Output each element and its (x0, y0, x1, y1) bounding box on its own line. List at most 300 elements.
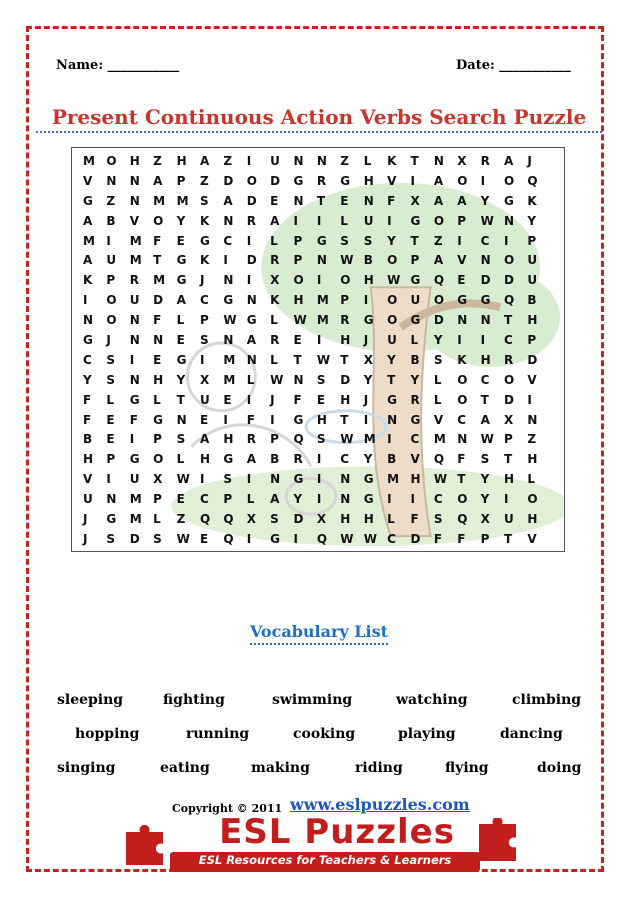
grid-letter[interactable]: R (270, 332, 280, 347)
grid-letter[interactable]: P (480, 531, 490, 546)
grid-letter[interactable]: H (504, 472, 515, 487)
grid-letter[interactable]: T (293, 352, 302, 367)
grid-letter[interactable]: O (293, 273, 304, 288)
grid-letter[interactable]: I (129, 432, 135, 447)
grid-letter[interactable]: O (504, 372, 515, 387)
grid-letter[interactable]: F (457, 452, 466, 467)
grid-letter[interactable]: G (223, 452, 234, 467)
grid-letter[interactable]: Z (176, 511, 186, 526)
grid-letter[interactable]: Y (387, 352, 396, 367)
grid-letter[interactable]: A (480, 412, 490, 427)
grid-letter[interactable]: G (363, 492, 374, 507)
grid-letter[interactable]: H (83, 452, 94, 467)
grid-letter[interactable]: X (410, 193, 420, 208)
grid-letter[interactable]: I (129, 352, 135, 367)
grid-letter[interactable]: B (410, 352, 420, 367)
grid-letter[interactable]: G (153, 412, 164, 427)
grid-letter[interactable]: Q (457, 511, 468, 526)
grid-letter[interactable]: I (106, 233, 111, 248)
grid-letter[interactable]: O (106, 153, 117, 168)
grid-letter[interactable]: P (176, 173, 186, 188)
grid-letter[interactable]: B (83, 432, 93, 447)
grid-letter[interactable]: Q (433, 452, 445, 467)
grid-letter[interactable]: I (293, 213, 298, 228)
grid-letter[interactable]: D (293, 511, 304, 526)
grid-letter[interactable]: D (527, 352, 538, 367)
grid-letter[interactable]: I (480, 173, 486, 188)
grid-letter[interactable]: H (340, 332, 351, 347)
grid-letter[interactable]: V (527, 531, 537, 546)
grid-letter[interactable]: A (153, 173, 163, 188)
grid-letter[interactable]: H (363, 173, 374, 188)
grid-letter[interactable]: E (223, 392, 232, 407)
grid-letter[interactable]: J (270, 392, 275, 407)
grid-letter[interactable]: I (106, 472, 111, 487)
grid-letter[interactable]: X (246, 511, 256, 526)
grid-letter[interactable]: N (176, 412, 187, 427)
grid-letter[interactable]: N (316, 153, 327, 168)
grid-letter[interactable]: Y (387, 233, 396, 248)
grid-letter[interactable]: G (129, 452, 140, 467)
grid-letter[interactable]: V (83, 472, 93, 487)
grid-letter[interactable]: C (410, 432, 420, 447)
grid-letter[interactable]: C (433, 492, 443, 507)
grid-letter[interactable]: D (480, 273, 491, 288)
grid-letter[interactable]: L (340, 213, 348, 228)
grid-letter[interactable]: D (246, 253, 257, 268)
grid-letter[interactable]: S (316, 372, 326, 387)
grid-letter[interactable]: G (246, 313, 257, 328)
grid-letter[interactable]: T (504, 313, 513, 328)
grid-letter[interactable]: A (83, 253, 93, 268)
grid-letter[interactable]: N (223, 273, 234, 288)
grid-letter[interactable]: N (340, 492, 351, 507)
grid-letter[interactable]: C (223, 233, 233, 248)
grid-letter[interactable]: W (176, 531, 190, 546)
grid-letter[interactable]: P (504, 432, 513, 447)
grid-letter[interactable]: R (504, 352, 514, 367)
grid-letter[interactable]: M (316, 313, 329, 328)
grid-letter[interactable]: W (270, 372, 284, 387)
grid-letter[interactable]: R (293, 452, 303, 467)
grid-letter[interactable]: G (83, 193, 93, 208)
grid-letter[interactable]: N (106, 173, 117, 188)
grid-letter[interactable]: H (527, 313, 538, 328)
grid-letter[interactable]: A (457, 193, 467, 208)
grid-letter[interactable]: R (480, 153, 490, 168)
grid-letter[interactable]: N (153, 332, 164, 347)
grid-letter[interactable]: K (457, 352, 467, 367)
grid-letter[interactable]: O (387, 313, 398, 328)
grid-letter[interactable]: N (129, 313, 140, 328)
grid-letter[interactable]: O (433, 293, 445, 308)
grid-letter[interactable]: Q (199, 511, 211, 526)
grid-letter[interactable]: H (153, 372, 164, 387)
grid-letter[interactable]: Y (433, 332, 443, 347)
grid-letter[interactable]: Z (223, 153, 233, 168)
grid-letter[interactable]: D (223, 173, 234, 188)
grid-letter[interactable]: A (199, 432, 210, 447)
grid-letter[interactable]: R (246, 213, 256, 228)
grid-letter[interactable]: U (106, 253, 117, 268)
grid-letter[interactable]: N (457, 432, 468, 447)
grid-letter[interactable]: L (387, 511, 395, 526)
grid-letter[interactable]: P (199, 313, 209, 328)
grid-letter[interactable]: K (387, 153, 397, 168)
grid-letter[interactable]: W (480, 432, 494, 447)
grid-letter[interactable]: D (340, 372, 351, 387)
grid-letter[interactable]: J (106, 332, 111, 347)
grid-letter[interactable]: U (83, 492, 93, 507)
grid-letter[interactable]: M (153, 273, 166, 288)
grid-letter[interactable]: Q (223, 511, 234, 526)
grid-letter[interactable]: O (387, 253, 398, 268)
grid-letter[interactable]: A (83, 213, 93, 228)
grid-letter[interactable]: B (270, 452, 280, 467)
grid-letter[interactable]: H (363, 273, 374, 288)
grid-letter[interactable]: I (457, 233, 462, 248)
grid-letter[interactable]: K (83, 273, 93, 288)
grid-letter[interactable]: Z (199, 173, 209, 188)
grid-letter[interactable]: R (270, 253, 280, 268)
grid-letter[interactable]: I (363, 293, 369, 308)
grid-letter[interactable]: I (246, 273, 252, 288)
grid-letter[interactable]: D (270, 173, 281, 188)
grid-letter[interactable]: S (480, 452, 490, 467)
grid-letter[interactable]: F (83, 412, 92, 427)
grid-letter[interactable]: G (387, 392, 397, 407)
grid-letter[interactable]: F (410, 511, 419, 526)
grid-letter[interactable]: J (527, 153, 532, 168)
grid-letter[interactable]: Q (433, 273, 445, 288)
grid-letter[interactable]: R (340, 313, 350, 328)
grid-letter[interactable]: H (223, 432, 234, 447)
grid-letter[interactable]: O (457, 492, 468, 507)
grid-letter[interactable]: C (457, 412, 467, 427)
grid-letter[interactable]: M (223, 352, 236, 367)
grid-letter[interactable]: S (316, 432, 326, 447)
grid-letter[interactable]: S (223, 472, 232, 487)
grid-letter[interactable]: N (129, 173, 140, 188)
grid-letter[interactable]: G (504, 193, 514, 208)
grid-letter[interactable]: H (199, 452, 210, 467)
grid-letter[interactable]: T (504, 531, 513, 546)
website-link[interactable]: www.eslpuzzles.com (290, 795, 470, 814)
grid-letter[interactable]: H (340, 511, 351, 526)
grid-letter[interactable]: I (246, 233, 252, 248)
grid-letter[interactable]: I (223, 412, 228, 427)
grid-letter[interactable]: T (457, 472, 466, 487)
grid-letter[interactable]: T (316, 193, 326, 208)
grid-letter[interactable]: I (83, 293, 88, 308)
grid-letter[interactable]: E (270, 193, 279, 208)
grid-letter[interactable]: O (246, 173, 257, 188)
grid-letter[interactable]: O (153, 213, 164, 228)
grid-letter[interactable]: F (83, 392, 92, 407)
grid-letter[interactable]: T (410, 233, 419, 248)
grid-letter[interactable]: A (223, 193, 233, 208)
grid-letter[interactable]: W (387, 273, 401, 288)
grid-letter[interactable]: E (176, 233, 185, 248)
grid-letter[interactable]: W (340, 531, 354, 546)
grid-letter[interactable]: S (270, 511, 279, 526)
grid-letter[interactable]: U (527, 273, 538, 288)
grid-letter[interactable]: I (246, 392, 252, 407)
grid-letter[interactable]: K (199, 253, 210, 268)
grid-letter[interactable]: L (363, 153, 372, 168)
grid-letter[interactable]: L (433, 392, 442, 407)
grid-letter[interactable]: Q (223, 531, 234, 546)
grid-letter[interactable]: P (527, 233, 537, 248)
grid-letter[interactable]: F (129, 412, 138, 427)
grid-letter[interactable]: M (83, 233, 95, 248)
grid-letter[interactable]: O (457, 392, 468, 407)
grid-letter[interactable]: P (293, 253, 303, 268)
grid-letter[interactable]: E (153, 352, 162, 367)
grid-letter[interactable]: R (316, 173, 327, 188)
grid-letter[interactable]: P (457, 213, 467, 228)
grid-letter[interactable]: G (270, 531, 280, 546)
grid-letter[interactable]: G (176, 273, 187, 288)
grid-letter[interactable]: N (223, 332, 234, 347)
grid-letter[interactable]: D (410, 531, 421, 546)
grid-letter[interactable]: S (106, 531, 116, 546)
grid-letter[interactable]: Z (527, 432, 537, 447)
grid-letter[interactable]: A (270, 492, 280, 507)
grid-letter[interactable]: L (246, 492, 255, 507)
grid-letter[interactable]: W (223, 313, 237, 328)
grid-letter[interactable]: J (83, 531, 88, 546)
grid-letter[interactable]: N (83, 313, 94, 328)
grid-letter[interactable]: V (457, 253, 467, 268)
grid-letter[interactable]: I (504, 492, 509, 507)
grid-letter[interactable]: I (410, 173, 415, 188)
grid-letter[interactable]: A (270, 213, 280, 228)
grid-letter[interactable]: G (293, 173, 304, 188)
grid-letter[interactable]: U (270, 153, 280, 168)
grid-letter[interactable]: V (433, 412, 444, 427)
grid-letter[interactable]: T (153, 253, 162, 268)
grid-letter[interactable]: W (480, 213, 494, 228)
grid-letter[interactable]: I (199, 352, 205, 367)
grid-letter[interactable]: N (129, 332, 140, 347)
grid-letter[interactable]: W (433, 472, 448, 487)
grid-letter[interactable]: N (293, 372, 304, 387)
grid-letter[interactable]: L (270, 352, 278, 367)
grid-letter[interactable]: Z (153, 153, 162, 168)
grid-letter[interactable]: Y (176, 372, 186, 387)
grid-letter[interactable]: W (363, 531, 377, 546)
grid-letter[interactable]: G (83, 332, 93, 347)
grid-letter[interactable]: X (480, 511, 490, 526)
grid-letter[interactable]: Y (527, 213, 537, 228)
grid-letter[interactable]: S (363, 233, 373, 248)
grid-letter[interactable]: G (457, 293, 468, 308)
grid-letter[interactable]: H (480, 352, 491, 367)
grid-letter[interactable]: K (270, 293, 280, 308)
grid-letter[interactable]: A (176, 293, 186, 308)
grid-letter[interactable]: Z (106, 193, 116, 208)
grid-letter[interactable]: M (129, 233, 142, 248)
grid-letter[interactable]: N (293, 193, 304, 208)
grid-letter[interactable]: A (433, 173, 444, 188)
grid-letter[interactable]: W (293, 313, 307, 328)
grid-letter[interactable]: G (199, 233, 210, 248)
grid-letter[interactable]: N (433, 153, 444, 168)
grid-letter[interactable]: N (480, 313, 491, 328)
grid-letter[interactable]: Q (293, 432, 304, 447)
grid-letter[interactable]: L (176, 452, 185, 467)
grid-letter[interactable]: O (153, 452, 164, 467)
grid-letter[interactable]: Q (504, 293, 515, 308)
grid-letter[interactable]: F (246, 412, 255, 427)
grid-letter[interactable]: I (363, 412, 369, 427)
grid-letter[interactable]: Y (480, 472, 490, 487)
grid-letter[interactable]: O (527, 492, 538, 507)
grid-letter[interactable]: G (363, 313, 374, 328)
grid-letter[interactable]: U (527, 253, 538, 268)
grid-letter[interactable]: O (106, 313, 117, 328)
grid-letter[interactable]: V (410, 452, 420, 467)
grid-letter[interactable]: T (176, 392, 185, 407)
grid-letter[interactable]: G (176, 352, 187, 367)
grid-letter[interactable]: Z (340, 153, 349, 168)
grid-letter[interactable]: M (387, 472, 400, 487)
grid-letter[interactable]: O (433, 213, 445, 228)
grid-letter[interactable]: D (153, 293, 164, 308)
grid-letter[interactable]: E (176, 332, 185, 347)
grid-letter[interactable]: N (316, 253, 327, 268)
grid-letter[interactable]: L (433, 372, 442, 387)
grid-letter[interactable]: I (246, 153, 252, 168)
grid-letter[interactable]: D (129, 531, 140, 546)
grid-letter[interactable]: Y (176, 213, 186, 228)
grid-letter[interactable]: X (457, 153, 467, 168)
grid-letter[interactable]: E (199, 412, 209, 427)
grid-letter[interactable]: X (504, 412, 514, 427)
grid-letter[interactable]: A (199, 153, 210, 168)
grid-letter[interactable]: F (457, 531, 466, 546)
grid-letter[interactable]: N (504, 213, 515, 228)
grid-letter[interactable]: I (316, 472, 322, 487)
grid-letter[interactable]: P (153, 492, 162, 507)
grid-letter[interactable]: T (480, 392, 489, 407)
grid-letter[interactable]: N (387, 412, 398, 427)
grid-letter[interactable]: H (316, 412, 327, 427)
grid-letter[interactable]: F (433, 531, 443, 546)
grid-letter[interactable]: B (363, 253, 373, 268)
grid-letter[interactable]: S (199, 193, 209, 208)
grid-letter[interactable]: X (363, 352, 373, 367)
grid-letter[interactable]: J (363, 332, 369, 347)
grid-letter[interactable]: Y (480, 193, 490, 208)
grid-letter[interactable]: C (504, 332, 513, 347)
grid-letter[interactable]: X (199, 372, 210, 387)
grid-letter[interactable]: N (270, 472, 281, 487)
grid-letter[interactable]: N (246, 352, 257, 367)
grid-letter[interactable]: O (504, 253, 515, 268)
grid-letter[interactable]: H (527, 511, 538, 526)
grid-letter[interactable]: P (410, 253, 420, 268)
grid-letter[interactable]: E (106, 432, 115, 447)
grid-letter[interactable]: G (176, 253, 187, 268)
grid-letter[interactable]: I (199, 472, 205, 487)
grid-letter[interactable]: G (410, 313, 421, 328)
grid-letter[interactable]: M (316, 293, 329, 308)
grid-letter[interactable]: T (410, 153, 419, 168)
grid-letter[interactable]: V (129, 213, 140, 228)
grid-letter[interactable]: H (129, 153, 140, 168)
grid-letter[interactable]: I (316, 332, 322, 347)
grid-letter[interactable]: L (527, 472, 536, 487)
grid-letter[interactable]: A (504, 153, 514, 168)
grid-letter[interactable]: G (340, 173, 351, 188)
grid-letter[interactable]: W (176, 472, 190, 487)
grid-letter[interactable]: A (246, 332, 257, 347)
grid-letter[interactable]: U (387, 332, 397, 347)
grid-letter[interactable]: Q (316, 531, 328, 546)
grid-letter[interactable]: I (316, 213, 322, 228)
grid-letter[interactable]: V (387, 173, 397, 188)
grid-letter[interactable]: M (363, 432, 376, 447)
grid-letter[interactable]: I (246, 531, 252, 546)
grid-letter[interactable]: D (246, 193, 257, 208)
grid-letter[interactable]: R (410, 392, 420, 407)
grid-letter[interactable]: H (363, 511, 374, 526)
grid-letter[interactable]: E (199, 531, 209, 546)
grid-letter[interactable]: G (410, 273, 421, 288)
grid-letter[interactable]: G (480, 293, 491, 308)
grid-letter[interactable]: N (363, 193, 374, 208)
grid-letter[interactable]: D (433, 313, 444, 328)
grid-letter[interactable]: C (480, 372, 490, 387)
grid-letter[interactable]: K (199, 213, 210, 228)
grid-letter[interactable]: K (527, 193, 537, 208)
grid-letter[interactable]: O (387, 293, 398, 308)
grid-letter[interactable]: E (316, 392, 326, 407)
grid-letter[interactable]: I (504, 233, 509, 248)
grid-letter[interactable]: H (527, 452, 538, 467)
grid-letter[interactable]: P (223, 492, 233, 507)
grid-letter[interactable]: I (316, 273, 322, 288)
grid-letter[interactable]: G (410, 412, 421, 427)
grid-letter[interactable]: M (83, 153, 95, 168)
grid-letter[interactable]: I (387, 213, 392, 228)
grid-letter[interactable]: S (433, 511, 443, 526)
grid-letter[interactable]: G (223, 293, 234, 308)
grid-letter[interactable]: S (106, 372, 116, 387)
grid-letter[interactable]: P (106, 273, 116, 288)
grid-letter[interactable]: J (363, 392, 369, 407)
grid-letter[interactable]: Q (527, 173, 538, 188)
grid-letter[interactable]: I (316, 492, 322, 507)
grid-letter[interactable]: G (363, 472, 374, 487)
grid-letter[interactable]: I (387, 492, 392, 507)
grid-letter[interactable]: F (153, 313, 162, 328)
grid-letter[interactable]: C (199, 492, 209, 507)
grid-letter[interactable]: I (316, 452, 322, 467)
grid-letter[interactable]: S (340, 233, 349, 248)
grid-letter[interactable]: P (293, 233, 303, 248)
grid-letter[interactable]: C (83, 352, 92, 367)
grid-letter[interactable]: V (83, 173, 93, 188)
grid-letter[interactable]: L (270, 313, 278, 328)
grid-letter[interactable]: F (153, 233, 162, 248)
grid-letter[interactable]: N (527, 412, 538, 427)
grid-letter[interactable]: M (153, 193, 166, 208)
grid-letter[interactable]: G (129, 392, 140, 407)
grid-letter[interactable]: O (457, 372, 468, 387)
